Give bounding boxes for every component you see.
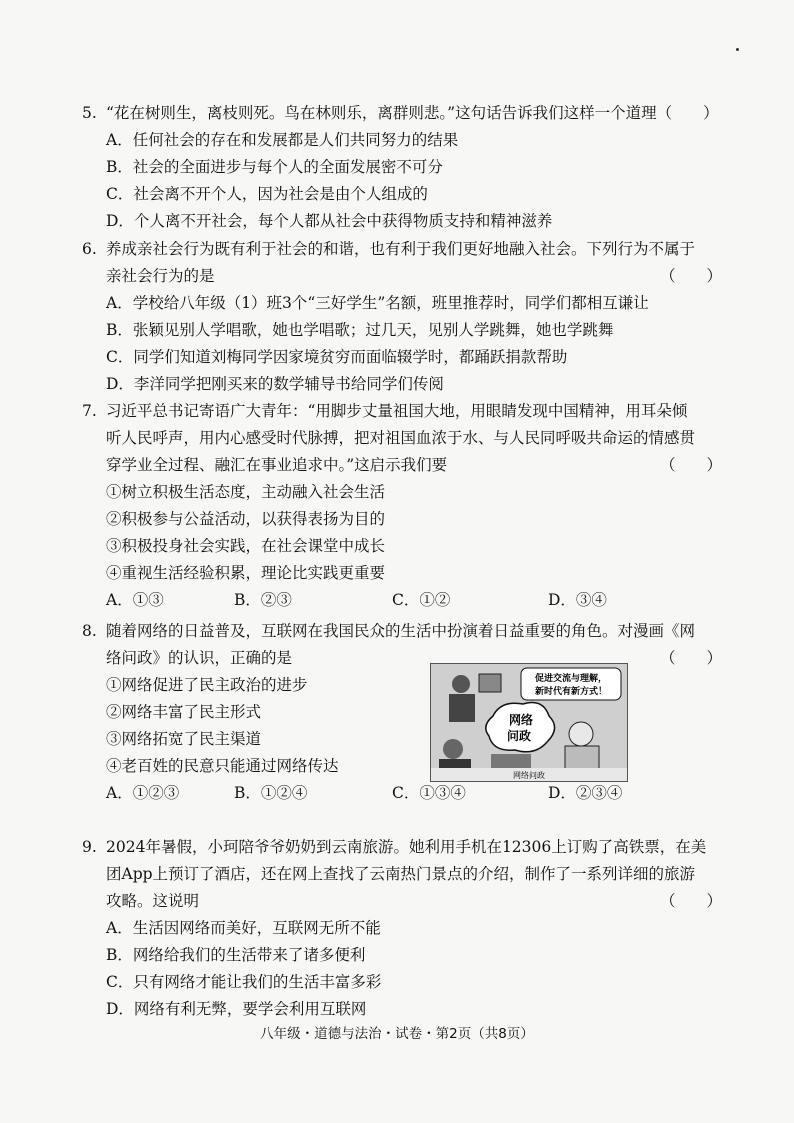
choice-b: B．①②④ [234, 784, 308, 802]
statement-1: ①网络促进了民主政治的进步 [106, 676, 308, 694]
question-number: 7. [82, 402, 97, 420]
option-c: C．社会离不开个人，因为社会是由个人组成的 [106, 185, 428, 203]
question-stem-line-1: 养成亲社会行为既有利于社会的和谐，也有利于我们更好地融入社会。下列行为不属于 [106, 240, 696, 258]
statement-2: ②积极参与公益活动，以获得表扬为目的 [106, 510, 386, 528]
cartoon-label-1: 网络 [508, 713, 534, 727]
option-d: D．李洋同学把刚买来的数学辅导书给同学们传阅 [106, 375, 444, 393]
choice-c: C．①③④ [392, 784, 466, 802]
question-5 [82, 100, 722, 235]
question-stem-line-2: 团App上预订了酒店，还在网上查找了云南热门景点的介绍，制作了一系列详细的旅游 [106, 865, 696, 883]
cartoon-caption: 网络问政 [513, 771, 545, 780]
statement-1: ①树立积极生活态度，主动融入社会生活 [106, 483, 386, 501]
question-7 [82, 398, 722, 614]
speech-text-1: 促进交流与理解， [534, 674, 608, 684]
question-stem: “花在树则生，离枝则死。鸟在林则乐，离群则悲。”这句话告诉我们这样一个道理（ ） [106, 104, 719, 122]
cartoon-illustration [431, 664, 627, 781]
choice-c: C．①② [392, 591, 451, 609]
option-a: A．学校给八年级（1）班3个“三好学生”名额，班里推荐时，同学们都相互谦让 [106, 294, 649, 312]
statement-2: ②网络丰富了民主形式 [106, 703, 262, 721]
answer-bracket: （ ） [660, 649, 723, 667]
question-number: 5. [82, 104, 97, 122]
option-c: C．只有网络才能让我们的生活丰富多彩 [106, 973, 382, 991]
speech-text-2: 新时代有新方式！ [534, 687, 608, 697]
answer-bracket: （ ） [660, 267, 723, 285]
question-number: 8. [82, 622, 97, 640]
cartoon-network-politics [430, 663, 628, 782]
option-d: D．个人离不开社会，每个人都从社会中获得物质支持和精神滋养 [106, 212, 553, 230]
statement-3: ③积极投身社会实践，在社会课堂中成长 [106, 537, 386, 555]
statement-4: ④老百姓的民意只能通过网络传达 [106, 757, 339, 775]
option-c: C．同学们知道刘梅同学因家境贫穷而面临辍学时，都踊跃捐款帮助 [106, 348, 568, 366]
answer-bracket: （ ） [660, 456, 723, 474]
option-a: A．任何社会的存在和发展都是人们共同努力的结果 [106, 131, 459, 149]
option-d: D．网络有利无弊，要学会利用互联网 [106, 1000, 367, 1018]
choice-d: D．②③④ [548, 784, 623, 802]
answer-bracket: （ ） [660, 892, 723, 910]
question-stem-line-3: 穿学业全过程、融汇在事业追求中。”这启示我们要 [106, 456, 448, 474]
cartoon-label-2: 问政 [506, 729, 532, 743]
option-b: B．社会的全面进步与每个人的全面发展密不可分 [106, 158, 443, 176]
question-number: 6. [82, 240, 97, 258]
page-footer: 八年级・道德与法治・试卷・第2页（共8页） [260, 1026, 534, 1042]
question-6 [82, 236, 722, 398]
question-number: 9. [82, 838, 97, 856]
question-stem-line-2: 络问政》的认识，正确的是 [106, 649, 293, 667]
choice-a: A．①③ [106, 591, 164, 609]
statement-3: ③网络拓宽了民主渠道 [106, 730, 262, 748]
question-stem-line-1: 2024年暑假，小珂陪爷爷奶奶到云南旅游。她利用手机在12306上订购了高铁票，在美 [106, 838, 707, 856]
question-stem-line-1: 随着网络的日益普及，互联网在我国民众的生活中扮演着日益重要的角色。对漫画《网 [106, 622, 696, 640]
choice-d: D．③④ [548, 591, 607, 609]
option-b: B．网络给我们的生活带来了诸多便利 [106, 946, 366, 964]
scan-dot [736, 48, 739, 51]
statement-4: ④重视生活经验积累，理论比实践更重要 [106, 564, 386, 582]
question-9 [82, 834, 722, 1023]
question-stem-line-3: 攻略。这说明 [106, 892, 200, 910]
option-b: B．张颖见别人学唱歌，她也学唱歌；过几天，见别人学跳舞，她也学跳舞 [106, 321, 614, 339]
choice-a: A．①②③ [106, 784, 180, 802]
option-a: A．生活因网络而美好，互联网无所不能 [106, 919, 381, 937]
choice-b: B．②③ [234, 591, 292, 609]
question-stem-line-2: 亲社会行为的是 [106, 267, 215, 285]
question-stem-line-2: 听人民呼声，用内心感受时代脉搏，把对祖国血浓于水、与人民同呼吸共命运的情感贯 [106, 429, 696, 447]
question-stem-line-1: 习近平总书记寄语广大青年：“用脚步丈量祖国大地，用眼睛发现中国精神，用耳朵倾 [106, 402, 688, 420]
